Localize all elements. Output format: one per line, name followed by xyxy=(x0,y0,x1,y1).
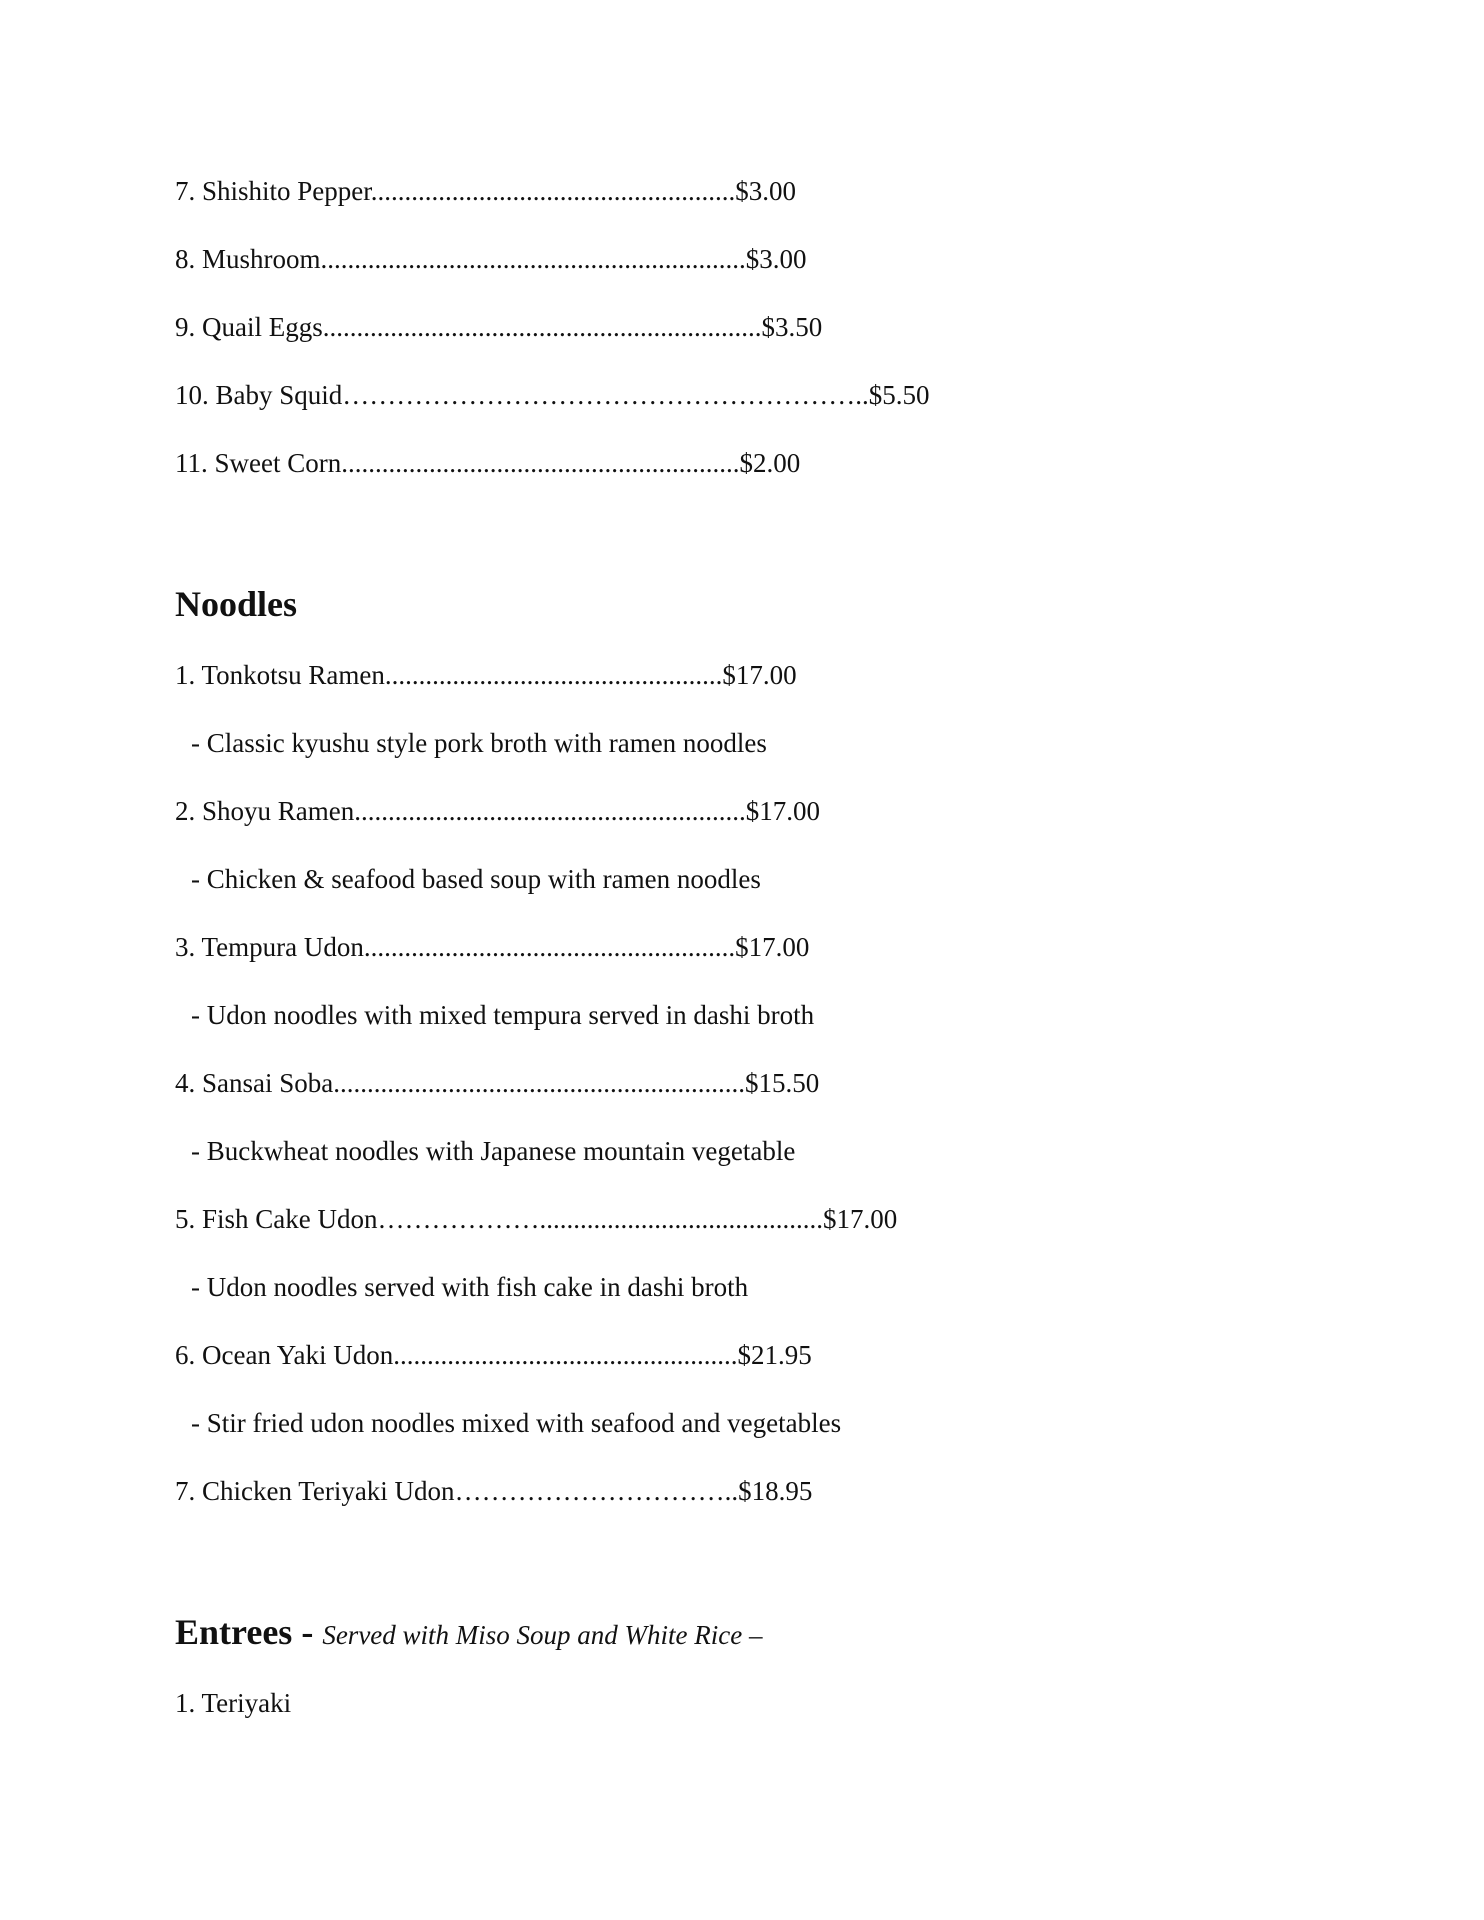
item-name: 5. Fish Cake Udon xyxy=(175,1204,378,1234)
leader-dots: ................................................................. xyxy=(322,312,762,342)
menu-item xyxy=(175,1338,812,1372)
item-price: $17.00 xyxy=(722,660,797,690)
leader-dots: ................................................... xyxy=(393,1340,738,1370)
leader-dots: ……………….......................................... xyxy=(377,1204,823,1234)
item-name: 9. Quail Eggs xyxy=(175,312,323,342)
item-name: 7. Shishito Pepper xyxy=(175,176,371,206)
menu-item xyxy=(175,794,820,828)
menu-item xyxy=(175,1686,291,1720)
menu-item xyxy=(175,446,800,480)
item-price: $18.95 xyxy=(738,1476,813,1506)
menu-item xyxy=(175,1066,819,1100)
item-description: - Chicken & seafood based soup with ramen noodles xyxy=(191,864,761,894)
leader-dots: ...................................................... xyxy=(370,176,736,206)
item-name: 1. Teriyaki xyxy=(175,1688,292,1718)
menu-item xyxy=(175,930,809,964)
item-price: $2.00 xyxy=(739,448,801,478)
item-name: 4. Sansai Soba xyxy=(175,1068,334,1098)
entrees-separator: - xyxy=(292,1612,323,1652)
section-heading-entrees xyxy=(175,1610,763,1657)
item-price: $5.50 xyxy=(868,380,930,410)
item-name: 3. Tempura Udon xyxy=(175,932,364,962)
item-price: $3.00 xyxy=(735,176,797,206)
item-price: $21.95 xyxy=(737,1340,812,1370)
section-heading-noodles: Noodles xyxy=(175,584,298,624)
menu-item xyxy=(175,1202,897,1236)
item-price: $17.00 xyxy=(735,932,810,962)
item-name: 2. Shoyu Ramen xyxy=(175,796,355,826)
item-description: - Classic kyushu style pork broth with ramen noodles xyxy=(191,728,767,758)
menu-item xyxy=(175,174,796,208)
leader-dots: ………………………………………………….. xyxy=(342,380,869,410)
leader-dots: .......................................................... xyxy=(354,796,746,826)
item-name: 6. Ocean Yaki Udon xyxy=(175,1340,394,1370)
leader-dots: ………………………….. xyxy=(454,1476,739,1506)
menu-item xyxy=(175,658,797,692)
menu-item xyxy=(175,310,822,344)
leader-dots: ............................................................... xyxy=(320,244,746,274)
item-description: - Udon noodles with mixed tempura served in dashi broth xyxy=(191,1000,815,1030)
item-name: 7. Chicken Teriyaki Udon xyxy=(175,1476,455,1506)
leader-dots: ....................................................... xyxy=(363,932,736,962)
leader-dots: ........................................................... xyxy=(341,448,740,478)
leader-dots: .................................................. xyxy=(384,660,723,690)
item-name: 1. Tonkotsu Ramen xyxy=(175,660,385,690)
menu-item xyxy=(175,378,930,412)
item-price: $3.50 xyxy=(761,312,823,342)
menu-item xyxy=(175,242,807,276)
item-description: - Buckwheat noodles with Japanese mountain vegetable xyxy=(191,1136,796,1166)
item-price: $15.50 xyxy=(745,1068,820,1098)
leader-dots: ............................................................. xyxy=(333,1068,745,1098)
item-price: $17.00 xyxy=(823,1204,898,1234)
item-name: 11. Sweet Corn xyxy=(175,448,342,478)
entrees-title: Entrees xyxy=(175,1612,293,1652)
entrees-subtitle: Served with Miso Soup and White Rice – xyxy=(322,1620,763,1650)
item-description: - Udon noodles served with fish cake in dashi broth xyxy=(191,1272,749,1302)
item-name: 10. Baby Squid xyxy=(175,380,343,410)
item-price: $17.00 xyxy=(745,796,820,826)
menu-item xyxy=(175,1474,812,1508)
item-name: 8. Mushroom xyxy=(175,244,321,274)
item-description: - Stir fried udon noodles mixed with seafood and vegetables xyxy=(191,1408,842,1438)
item-price: $3.00 xyxy=(745,244,807,274)
